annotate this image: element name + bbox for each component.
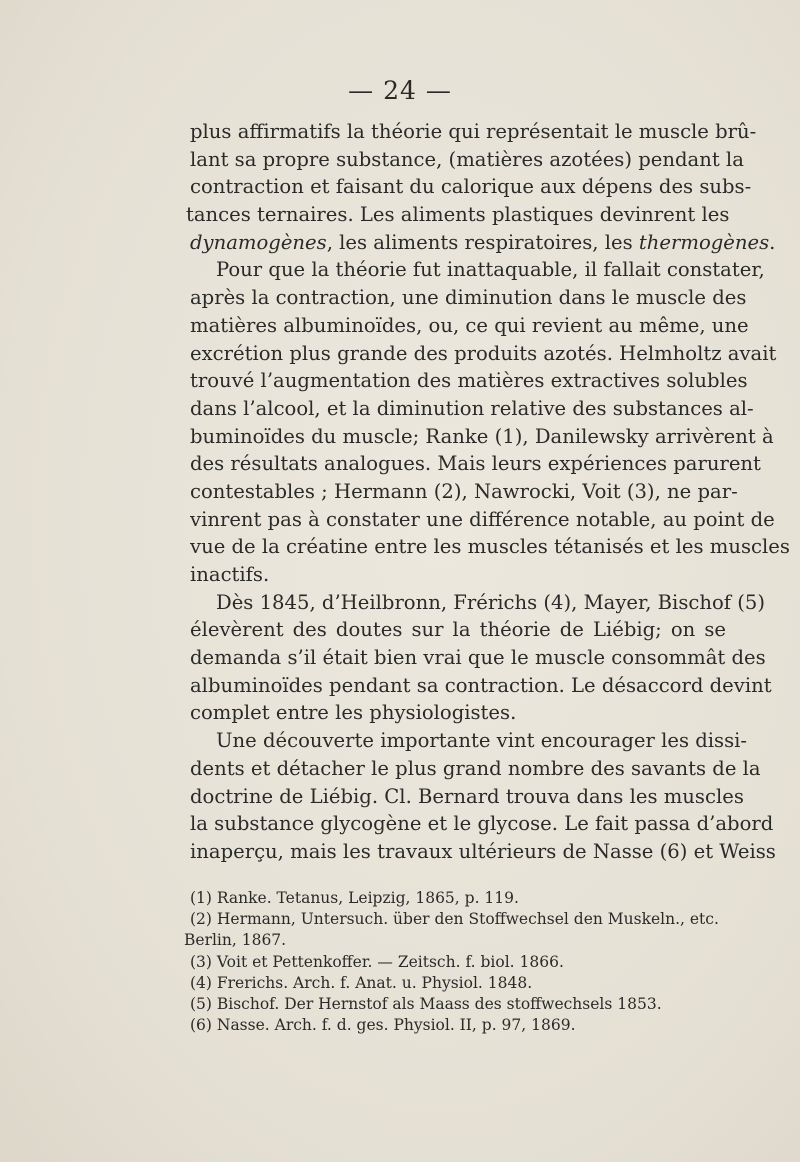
text-line: la substance glycogène et le glycose. Le fait passa d’abord	[190, 812, 774, 836]
text-line: lant sa propre substance, (matières azotées) pendant la	[190, 147, 744, 171]
text-line: contestables ; Hermann (2), Nawrocki, Voit (3), ne par-	[190, 479, 738, 503]
text-line: inaperçu, mais les travaux ultérieurs de Nasse (6) et Weiss	[190, 839, 776, 863]
page-number: — 24 —	[348, 76, 452, 105]
text-line: élevèrent des doutes sur la théorie de Liébig; on se	[190, 618, 726, 642]
text-line: après la contraction, une diminution dans le muscle des	[190, 286, 747, 310]
paragraph-start-line: Dès 1845, d’Heilbronn, Frérichs (4), Mayer, Bischof (5)	[216, 590, 765, 614]
paragraph-end-line: inactifs.	[190, 563, 270, 586]
footnote: (1) Ranke. Tetanus, Leipzig, 1865, p. 119.	[190, 889, 519, 907]
text-line: demanda s’il était bien vrai que le muscle consommât des	[190, 646, 766, 670]
footnote: (5) Bischof. Der Hernstof als Maass des stoffwechsels 1853.	[190, 995, 662, 1014]
text-line: trouvé l’augmentation des matières extractives solubles	[190, 369, 748, 393]
footnote: (4) Frerichs. Arch. f. Anat. u. Physiol. 1848.	[190, 973, 533, 992]
paragraph-start-line: Pour que la théorie fut inattaquable, il fallait constater,	[216, 258, 765, 282]
text-line: dans l’alcool, et la diminution relative des substances al-	[190, 396, 754, 420]
text-line: buminoïdes du muscle; Ranke (1), Danilewsky arrivèrent à	[190, 424, 774, 448]
text-line: vue de la créatine entre les muscles tétanisés et les muscles	[190, 535, 790, 559]
paragraph-end-line: complet entre les physiologistes.	[190, 701, 517, 725]
paragraph-start-line: Une découverte importante vint encourager les dissi-	[216, 729, 748, 753]
footnote: (3) Voit et Pettenkoffer. — Zeitsch. f. biol. 1866.	[190, 952, 564, 971]
text-line: doctrine de Liébig. Cl. Bernard trouva dans les muscles	[190, 784, 744, 808]
text-line: vinrent pas à constater une différence notable, au point de	[190, 507, 775, 531]
text-line: matières albuminoïdes, ou, ce qui revient au même, une	[190, 313, 749, 337]
text-line: tances ternaires. Les aliments plastiques devinrent les	[186, 203, 730, 227]
footnote: (2) Hermann, Untersuch. über den Stoffwechsel den Muskeln., etc.	[190, 910, 719, 929]
text-line: dents et détacher le plus grand nombre des savants de la	[190, 756, 761, 780]
text-line: albuminoïdes pendant sa contraction. Le désaccord devint	[190, 673, 772, 697]
italic-term: thermogènes	[638, 230, 770, 254]
footnotes	[184, 888, 726, 1036]
text-run: .	[769, 230, 776, 254]
text-line: des résultats analogues. Mais leurs expériences parurent	[190, 452, 761, 476]
italic-term: dynamogènes	[190, 230, 327, 254]
text-line: plus affirmatifs la théorie qui représentait le muscle brû-	[190, 120, 757, 143]
text-line: excrétion plus grande des produits azotés. Helmholtz avait	[190, 341, 777, 365]
text-line-with-italics	[190, 229, 776, 257]
footnote: (6) Nasse. Arch. f. d. ges. Physiol. II, p. 97, 1869.	[190, 1016, 576, 1035]
text-line: contraction et faisant du calorique aux dépens des subs-	[190, 175, 752, 199]
body-text	[186, 118, 790, 866]
text-run: , les aliments respiratoires, les	[326, 230, 639, 254]
footnote-continuation: Berlin, 1867.	[184, 931, 287, 950]
